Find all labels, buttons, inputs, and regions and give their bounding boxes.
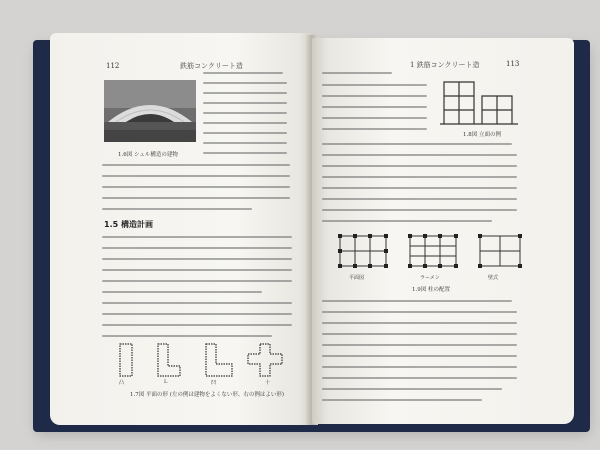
text-line bbox=[322, 322, 517, 324]
text-line bbox=[102, 335, 272, 337]
text-line bbox=[203, 142, 287, 144]
text-line bbox=[322, 117, 427, 119]
text-line bbox=[102, 302, 292, 304]
text-line bbox=[322, 143, 512, 145]
text-line bbox=[322, 377, 517, 379]
text-line bbox=[102, 197, 290, 199]
text-line bbox=[102, 236, 292, 238]
figure-label: 十 bbox=[265, 380, 271, 386]
text-line bbox=[322, 388, 502, 390]
shell-roof-illustration bbox=[104, 80, 196, 142]
text-line bbox=[322, 220, 492, 222]
left-page-number: 112 bbox=[106, 62, 120, 70]
text-line bbox=[102, 247, 292, 249]
text-line bbox=[322, 344, 517, 346]
text-line bbox=[102, 175, 290, 177]
figure-caption: 1.7図 平面の形 (左の例は建物をよくない形、右の例はよい形) bbox=[130, 392, 285, 398]
text-line bbox=[322, 311, 517, 313]
plan-label: 壁式 bbox=[488, 275, 499, 281]
text-line bbox=[102, 280, 292, 282]
shape-rectangle bbox=[120, 344, 132, 376]
text-line bbox=[322, 84, 427, 86]
text-line bbox=[102, 324, 292, 326]
text-line bbox=[203, 72, 283, 74]
text-line bbox=[322, 154, 517, 156]
text-line bbox=[322, 198, 517, 200]
elevation-figure bbox=[440, 76, 518, 128]
shape-cross bbox=[248, 344, 282, 376]
text-line bbox=[102, 208, 252, 210]
text-line bbox=[322, 106, 427, 108]
text-line bbox=[322, 209, 517, 211]
text-line bbox=[203, 132, 287, 134]
column-layout-figure bbox=[336, 232, 526, 274]
text-line bbox=[322, 176, 517, 178]
right-running-head: 1 鉄筋コンクリート造 bbox=[410, 61, 480, 69]
section-heading: 1.5 構造計画 bbox=[104, 220, 153, 229]
text-line bbox=[322, 366, 517, 368]
plan-caption: 1.9図 柱の配置 bbox=[412, 287, 450, 293]
text-line bbox=[322, 300, 512, 302]
plan-shapes-figure bbox=[110, 342, 300, 382]
shape-l bbox=[158, 344, 180, 376]
text-line bbox=[203, 152, 287, 154]
text-line bbox=[102, 291, 262, 293]
right-page-number: 113 bbox=[506, 60, 520, 68]
figure-label: L bbox=[164, 379, 168, 385]
figure-label: 凹 bbox=[211, 380, 217, 386]
text-line bbox=[322, 95, 427, 97]
text-line bbox=[322, 187, 517, 189]
plan-label: 平面図 bbox=[349, 275, 365, 281]
text-line bbox=[322, 355, 517, 357]
text-line bbox=[203, 102, 287, 104]
text-line bbox=[102, 258, 292, 260]
photo-caption: 1.6図 シェル構造の建物 bbox=[118, 152, 178, 158]
text-line bbox=[322, 165, 517, 167]
plan-label: ラーメン bbox=[420, 275, 440, 281]
text-line bbox=[102, 164, 290, 166]
figure-label: 凸 bbox=[119, 380, 125, 386]
text-line bbox=[322, 72, 392, 74]
text-line bbox=[102, 186, 290, 188]
text-line bbox=[203, 92, 287, 94]
text-line bbox=[322, 128, 427, 130]
text-line bbox=[203, 122, 287, 124]
shell-structure-photo bbox=[104, 80, 196, 142]
text-line bbox=[203, 82, 287, 84]
shape-l-wide bbox=[206, 344, 232, 376]
text-line bbox=[102, 313, 292, 315]
text-line bbox=[322, 333, 517, 335]
text-line bbox=[322, 399, 482, 401]
elevation-caption: 1.8図 立面の例 bbox=[463, 132, 501, 138]
text-line bbox=[203, 112, 287, 114]
left-running-head: 鉄筋コンクリート造 bbox=[180, 62, 243, 70]
text-line bbox=[102, 269, 292, 271]
